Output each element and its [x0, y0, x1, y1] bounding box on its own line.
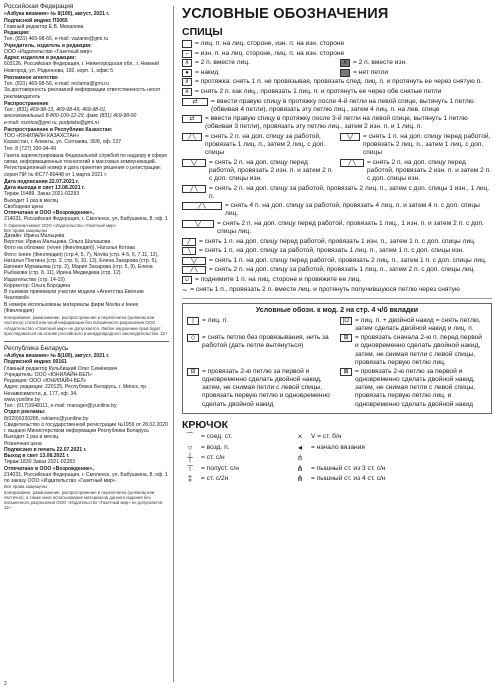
legend-row — [182, 50, 492, 58]
legend-symbol-icon: ⊠ — [340, 368, 352, 376]
legend-symbol-icon — [340, 69, 350, 77]
by-founder: Учредитель: ООО «ЮНИЛАЙН-БЕЛ» — [4, 371, 92, 378]
legend-row — [182, 88, 492, 96]
model-legend-box — [182, 303, 492, 415]
crochet-symbol-icon: ⋔ — [296, 474, 304, 484]
by-site: www.yunilinе.by — [4, 396, 41, 403]
ru-periodicity: Выходит 1 раз в месяц — [4, 197, 59, 204]
crochet-item — [182, 444, 282, 453]
legend-row — [182, 202, 492, 218]
imprint-column — [4, 4, 169, 510]
legend-symbol-icon: ∧ — [340, 59, 350, 67]
ru-phone: Тел. (831) 469-98-66, e-mail: vazanie@gmi.ru — [4, 36, 109, 43]
ru-kz-phone: Тел. 8 (727) 330-94-49 — [4, 145, 57, 152]
legend-row — [340, 317, 487, 333]
by-sales-label: Отдел рекламы: — [4, 409, 46, 416]
legend-symbol-icon: ∧ — [182, 59, 192, 67]
ru-proof: Корректор: Ольга Бородина — [4, 282, 71, 289]
crochet-item — [292, 454, 442, 463]
cross-right — [340, 133, 492, 185]
legend-symbol-icon: ╲╱ — [182, 220, 214, 228]
legend-text: = снять 2 п. на доп. спицу перед работой, провязать 1 лиц., 1 изн. п. и затем 2 п. с доп. спицы лиц. — [217, 219, 484, 235]
crochet-item — [182, 475, 282, 484]
legend-text: = снять 2 п. как лиц., провязать 1 лиц. п. и протянуть ее через обе снятые петли — [195, 87, 442, 95]
legend-row — [340, 69, 492, 77]
legend-text: = снять 1 п., провязать 2 п. вместе лиц. и протянуть получившуюся петлю через снятую — [190, 285, 460, 293]
ru-ads-note: За достоверность рекламной информации ответственность несет рекламодатель — [4, 87, 161, 100]
legend-row — [182, 40, 492, 48]
legend-text: = ввести правую спицу в протяжку после 4-й петли на левой спице, вытянуть 1 петлю (обвивая 4 петли), провязать эту петлю лиц., затем 4 лиц. п. на лев. спице — [211, 97, 474, 113]
crochet-item — [292, 475, 442, 484]
crochet-symbol-icon: ‡ — [187, 474, 193, 484]
legend-row — [182, 286, 492, 294]
ru-design: Дизайн: Ирина Мальцева — [4, 232, 65, 239]
legend-text: = протяжка: снять 1 п. не провязывая, провязать след. лиц. п. и протянуть ее через снятую п. — [195, 78, 483, 86]
legend-symbol-icon: ╲ — [182, 247, 196, 255]
ru-editorial-label: Редакция: — [4, 30, 30, 36]
by-phone: Тел.: (017)3948111, e-mail: manager@yuniline.by — [4, 403, 117, 410]
legend-row — [340, 59, 492, 67]
crochet-item — [292, 465, 442, 474]
legend-symbol-icon: – — [182, 50, 192, 58]
crochet-text: V = ст. б/н — [311, 433, 342, 441]
ru-kz-label: Распространение в Республике Казахстан: — [4, 126, 113, 133]
legend-row — [187, 334, 334, 366]
legend-row — [182, 78, 492, 86]
crochet-symbol-icon: ┼ — [187, 453, 193, 463]
legend-row — [182, 133, 334, 157]
legend-row — [187, 368, 334, 408]
ru-address: 603126, Российская Федерация, г. Нижегородская обл., г. Нижний Новгород, ул. Родионова, 192, корп. 1, офис 5 — [4, 61, 159, 74]
ru-sign-date: Дата подписания 22.07.2021 г. — [4, 178, 80, 185]
ru-kz-name: ТОО «ЮНИЛАЙН КАЗАХСТАН» — [4, 133, 80, 139]
cross-legend — [182, 133, 492, 185]
crochet-symbol-icon: ⋔ — [296, 463, 304, 473]
legend-row — [182, 266, 492, 274]
ru-kz-address: Казахстан, г. Алматы, ул. Сатпаева, 30/8, оф. 137 — [4, 139, 122, 146]
crochet-item — [182, 465, 282, 474]
by-editorial: Редакция: ООО «ЮНИЛАЙН-БЕЛ» — [4, 378, 87, 385]
ru-founder-name: ООО «Издательство «Газетный мир» — [4, 48, 93, 55]
legend-text: = снять 4 п. на доп. спицу за работой, провязать 4 лиц. п. и затем 4 п. с доп. спицы лиц. — [225, 202, 480, 218]
legend-row — [182, 98, 492, 114]
legend-row — [340, 133, 492, 157]
legend-row — [182, 115, 492, 131]
legend-text: = провязать 2-ю петлю за первой и одновременно сделать двойной накид, затем, не снимая петли с левой спицы, провязать первую петлю лиц. и одновременно сделать двойной накид — [355, 368, 476, 408]
legend-symbol-icon: ◇ — [187, 334, 199, 342]
ru-ads-label: Рекламное агентство — [4, 74, 58, 81]
rows-legend — [182, 78, 492, 131]
ru-cover-photo: Фото на обложке: (revee (Финляндия)), Наталья Котова — [4, 245, 135, 252]
crochet-symbol-icon: ⫛ — [297, 453, 303, 463]
legend-symbol-icon: ╱╲ — [340, 159, 364, 167]
crochet-legend — [182, 433, 492, 484]
knitting-title: СПИЦЫ — [182, 26, 223, 38]
ru-yarn: В номере использованы материалы фирм Novita и teeee (Финляндия) — [4, 301, 139, 314]
crochet-text: = ст. с/н — [201, 454, 225, 462]
legend-text: = накид — [195, 68, 219, 76]
ru-distrib-mail: e-mail: rozniса@gmi.ru, podpiska@gmi.ru — [4, 119, 99, 126]
legend-symbol-icon: ╱╲ — [182, 133, 202, 141]
legend-text: = нет петли — [353, 68, 389, 76]
cross-left — [182, 133, 334, 185]
crochet-item — [182, 454, 282, 463]
ru-printed: Отпечатано в ООО «Возрождение», — [4, 210, 95, 216]
legend-row — [182, 220, 492, 236]
page-number: 2 — [4, 681, 7, 687]
separator — [182, 298, 492, 299]
legend-symbol-icon: ╲╱ — [340, 133, 360, 141]
ru-all-rights: Все права защищены — [4, 227, 48, 233]
by-printed: Отпечатано в ООО «Возрождение», — [4, 465, 95, 472]
legend-symbol-icon: ∧ — [182, 88, 192, 96]
ru-release-date: Дата выхода в свет 13.08.2021 г. — [4, 185, 85, 191]
by-printed-addr: 214031, Российская Федерация, г. Смоленск, ул. Бабушкина, 8, оф. 1 — [4, 471, 168, 478]
legend-symbol-icon: ╲╱ — [182, 159, 206, 167]
ru-distrib-phone2: многоканальный 8-800-100-12-29, факс (831) 469-98-00 — [4, 113, 137, 120]
legend-row — [182, 257, 492, 265]
ru-chief-editor: Главный редактор Е.В. Михалева — [4, 23, 84, 30]
legend-row — [182, 59, 334, 67]
legend-symbol-icon: ∂ — [182, 78, 192, 86]
legend-symbol-icon — [182, 40, 192, 48]
crochet-item — [292, 444, 442, 453]
by-periodicity: Выходит 1 раз в месяц — [4, 434, 59, 441]
legend-text: = ввести правую спицу в протяжку после 3-й петли на левой спице, вытянуть 1 петлю (обвивая 3 петли), провязать эту петлю лиц., затем 2 изн. п. и 1 лиц. п. — [205, 115, 468, 131]
legend-row — [340, 159, 492, 183]
legend-symbol-icon: ╱╲ — [182, 202, 222, 210]
legend-row — [182, 238, 492, 246]
legend-text: = снять 2 п. на доп. спицу перед работой, провязать 2 изн. п. и затем 2 п. с доп. спицы изн. — [209, 158, 334, 182]
ru-ads-phone: Тел. (831) 469-98-56, e-mail: reclama@gmi.ru — [4, 81, 109, 87]
legend-symbol-icon: ⇄ — [182, 115, 202, 123]
legend-text: = снять петлю без провязывания, нить за работой (дать петле вытянуться) — [202, 334, 329, 350]
legend-row — [187, 317, 334, 333]
basic-legend — [182, 40, 492, 58]
legend-text: = 2 п. вместе изн. — [353, 59, 407, 67]
legend-text: = поднимите 1 п. на лиц. стороне и провяжите ее лиц. — [195, 275, 362, 283]
legend-text: = изн. п. на лиц. стороне, лиц. п. на изн. стороне — [195, 49, 345, 57]
legend-text: = снять 2 п. на доп. спицу за работой, провязать 2 лиц. п., затем с доп. спицы 1 изн., 1 лиц. п. — [209, 184, 490, 200]
legend-symbol-icon: ∪ — [182, 276, 192, 284]
by-copyright: Копирование, размножение, распространение и перепечатка (целиком или частично), а также иное использование материалов данного издания без письменного разрешения ООО «Издательство «Газетный мир» не допускается. 12+ — [4, 489, 164, 511]
by-print-run: Тираж 1830 Заказ 2021-02283 — [4, 459, 75, 466]
small-cross-legend — [182, 238, 492, 256]
legend-row — [182, 185, 492, 201]
crochet-symbol-icon: ⌒ — [186, 432, 194, 442]
rows2-legend — [182, 185, 492, 237]
legend-column — [182, 6, 492, 484]
legend-text: = лиц. п. — [202, 316, 229, 324]
page-title: УСЛОВНЫЕ ОБОЗНАЧЕНИЯ — [182, 6, 389, 22]
ru-distrib-phone: Тел.: (831) 469-98-13, 469-98-49, 469-98-01, — [4, 107, 107, 113]
legend-symbol-icon: ~ — [182, 284, 188, 295]
legend-row — [182, 247, 492, 255]
column-divider — [173, 6, 174, 682]
crochet-symbol-icon: ○ — [187, 442, 193, 452]
legend-row — [182, 69, 334, 77]
legend-text: = снять 1 п. на доп. спицу перед работой, провязать 1 изн. п., затем 1 п. с доп. спицы лиц. — [199, 237, 476, 245]
ru-layout: Верстка: Ирина Мальцева, Ольга Шалашова — [4, 239, 111, 246]
by-price: Розничная цена — [4, 440, 42, 447]
ru-copyright: Копирование, размножение, распространение и перепечатка (целиком или частично) статей или иной информации без письменного разрешения ООО «Издательство «Газетный мир» не допускается. Любое нарушение прав будет преследоваться на основе российского и международного законодательства. 12+ — [4, 315, 168, 336]
ru-schemes: Издательство (стр. 14-15) — [4, 276, 65, 283]
legend-symbol-icon: ⇄ — [182, 98, 208, 106]
by-magazine: «Азбука вязания» № 8(100), август, 2021 г. — [4, 353, 110, 360]
legend-text: = снять 2 п. на доп. спицу перед работой, провязать 2 изн. п. и затем 2 п. с доп. спицы изн. — [367, 158, 492, 182]
legend-row — [182, 276, 492, 284]
ru-distrib-label: Распространение — [4, 100, 49, 107]
legend-text: = снять 1 п. на доп. спицу за работой, провязать 1 лиц. п., затем 1 п. с доп. спицы изн. — [199, 247, 465, 255]
legend-text: = снять 1 п. на доп. спицу перед работой, провязать 2 лиц. п., затем 1 п. с доп. спицы лиц. — [209, 256, 487, 264]
legend-symbol-icon: ╲╱ — [182, 257, 206, 265]
legend-text: = лиц. п. + двойной накид = снять петлю, затем сделать двойной накид и лиц. п. — [355, 316, 481, 332]
by-order: по заказу ООО «Издательство «Газетный мир» — [4, 478, 116, 485]
section-divider — [4, 341, 169, 342]
ru-shooting: В съемках принимали участие модели «Агентства Евгении Чкаловой» — [4, 289, 144, 302]
legend-text: = 2 п. вместе лиц. — [195, 59, 250, 67]
legend-symbol-icon: ● — [182, 69, 192, 77]
legend-symbol-icon: ⊟ — [187, 368, 199, 376]
crochet-text: = пышный ст. из 4 ст. с/н — [311, 475, 386, 483]
legend-symbol-icon: ╱ — [182, 238, 196, 246]
pairs-legend — [182, 59, 492, 78]
by-cert: Свидетельство о государственной регистрации №1959 от 28.02.2020 г. выдано Министерством информации Республики Беларусь — [4, 421, 168, 435]
legend-row — [340, 334, 487, 366]
ru-address-label: Адрес издателя и редакции: — [4, 55, 76, 61]
crochet-text: = полуст. с/н — [201, 464, 239, 472]
crochet-symbol-icon: × — [297, 432, 303, 442]
legend-text: = снять 1 п. на доп. спицу перед работой, провязать 2 лиц. п., затем 1 лиц. с доп. спицы — [363, 132, 491, 157]
legend-symbol-icon: ╱╲ — [182, 185, 206, 193]
model-legend-items — [187, 317, 487, 411]
legend-symbol-icon: | — [187, 317, 199, 325]
ru-original-layout: © Оригинал-макет ООО «Издательство «Газетный мир» — [4, 222, 117, 228]
legend-text: = снять 2 п. на доп. спицу за работой, провязать 1 лиц. п., затем 2 лиц. с доп. спицы — [205, 132, 326, 157]
ru-registration: Газета зарегистрирована Федеральной службой по надзору в сфере связи, информационных технологий и массовых коммуникаций. Регистрационный номер и дата принятия решения о регистрации: серия ПИ № ФС77-80448 от 1 марта 2021 г. — [4, 152, 168, 178]
crochet-item — [182, 433, 282, 442]
ru-country: Российская Федерация — [4, 3, 74, 10]
crochet-text: = возд. п. — [201, 443, 230, 451]
legend-symbol-icon: |O — [340, 317, 352, 325]
crochet-title: КРЮЧОК — [182, 419, 229, 432]
ru-founder-label: Учредитель, издатель и редакция: — [4, 42, 92, 49]
model-legend-title: Условные обозн. к мод. 2 на стр. 4 ч/б вкладки — [255, 306, 419, 314]
legend-row — [340, 368, 487, 408]
legend-text: = лиц. п. на лиц. стороне, изн. п. на изн. стороне — [195, 40, 345, 47]
crochet-text: = начало вязания — [311, 443, 365, 451]
crochet-text: = ст. с/2н — [201, 475, 229, 483]
legend-symbol-icon: ⊞ — [340, 334, 352, 342]
legend-symbol-icon: ╱╲ — [182, 266, 206, 274]
ru-price: Свободная цена — [4, 203, 43, 210]
by-sub-index: Подписной индекс 00161 — [4, 359, 67, 366]
legend-row — [182, 159, 334, 183]
by-address: Адрес редакции: 220125, Республика Беларусь, г. Минск, пр. Независимости, д. 177, оф. 34. — [4, 384, 148, 397]
ru-printed-addr: 214031, Российская Федерация, г. Смоленск, ул. Бабушкина, 8, оф. 1 — [4, 216, 168, 223]
ru-sub-index: Подписной индекс П3055 — [4, 17, 68, 24]
by-all-rights: Все права защищены — [4, 484, 48, 490]
legend-text: = провязать 2-ю петлю за первой и одновременно сделать двойной накид, затем, не снимая петли с левой спицы, провязать первую петлю и одновременно сделать двойной накид — [202, 368, 330, 408]
crochet-symbol-icon: ◂ — [297, 442, 302, 452]
by-chief-editor: Главный редактор Кульбицкий Олег Семёнович — [4, 365, 118, 372]
ru-magazine: «Азбука вязания» № 8(100), август, 2021 г. — [4, 11, 110, 18]
by-sign-date: Подписано в печать 22.07.2021 г. — [4, 446, 87, 453]
legend-text: = снять 2 п. на доп. спицу за работой, провязать 1 лиц. п., затем 2 п. с доп. спицы лиц. — [209, 266, 476, 274]
crochet-text: = соед. ст. — [201, 433, 233, 441]
by-country: Республика Беларусь — [4, 344, 69, 352]
rows3-legend — [182, 257, 492, 294]
by-sales-phone: 8(029)6330286, reklamc@yuniline.by — [4, 415, 89, 422]
legend-text: = провязать сначала 2-ю п. перед первой и одновременно сделать двойной накид, затем, не снимая петли с левой спицы, провязать первую петлю лиц. — [355, 334, 482, 366]
crochet-symbol-icon: ⊤ — [186, 463, 194, 473]
ru-print-run: Тираж 15489. Заказ 2021-02283 — [4, 191, 80, 198]
ru-photos: Фото: teeee (Финляндия) (стр.4, 5, 7), Novita (стр. 4-5, 6, 7.11, 12), Наталья Пяхтина (стр. 3, стр. 9, 10, 13), Елена Захарова (стр. 5), Евгения Муравьева (стр. 2), Мария Захарова (стр. 5, 9), Елена Рыбакова (стр. 8, 11), Ирина Медведева (стр. 12). — [4, 251, 159, 277]
crochet-item — [292, 433, 442, 442]
by-release-date: Выход в свет 13.08.2021 г. — [4, 453, 70, 460]
crochet-text: = пышный ст. из 3 ст. с/н — [311, 464, 386, 472]
